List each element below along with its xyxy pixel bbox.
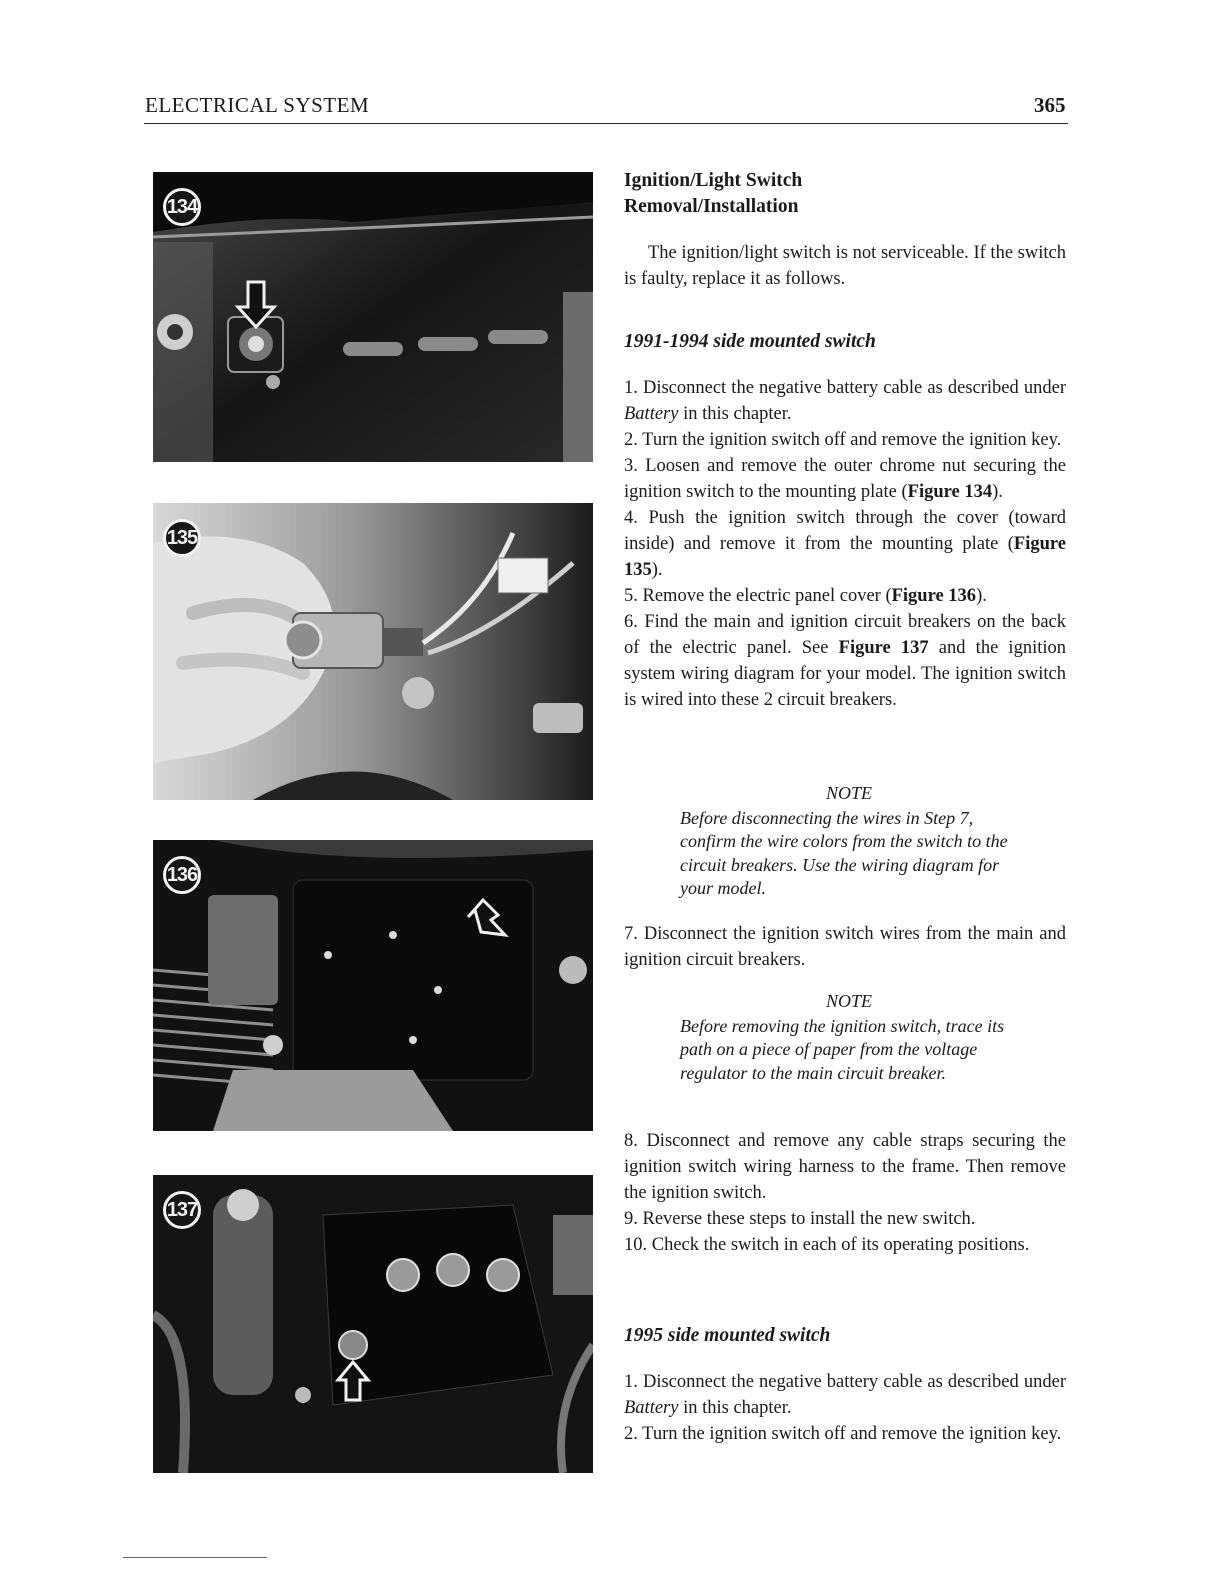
figure-137-badge: 137 bbox=[163, 1191, 201, 1229]
step-item: 2. Turn the ignition switch off and remove the ignition key. bbox=[624, 430, 1062, 450]
figure-134-badge: 134 bbox=[163, 188, 201, 226]
step-item: 2. Turn the ignition switch off and remove the ignition key. bbox=[624, 1424, 1062, 1444]
header-divider bbox=[144, 123, 1068, 124]
note-block-2 bbox=[680, 990, 1018, 1085]
subheading-1995-block bbox=[624, 1323, 1066, 1349]
page-number: 365 bbox=[1034, 93, 1066, 117]
step-item: 7. Disconnect the ignition switch wires from the main and ignition circuit breakers. bbox=[624, 924, 1066, 970]
step-7-block bbox=[624, 921, 1066, 973]
note-text: Before removing the ignition switch, trace its path on a piece of paper from the voltage regulator to the main circuit breaker. bbox=[680, 1015, 1005, 1083]
note-title: NOTE bbox=[825, 783, 872, 803]
step-item: 1. Disconnect the negative battery cable as described under Battery in this chapter. bbox=[624, 378, 1066, 424]
step-item: 3. Loosen and remove the outer chrome nut securing the ignition switch to the mounting plate (Figure 134). bbox=[624, 456, 1066, 502]
subheading-1991-block bbox=[624, 329, 1066, 355]
running-header-title: ELECTRICAL SYSTEM bbox=[145, 93, 370, 117]
figure-134-illustration bbox=[153, 172, 593, 462]
intro-paragraph-block bbox=[624, 240, 1066, 292]
figure-134-photo bbox=[153, 172, 593, 462]
note-block-1 bbox=[680, 782, 1018, 901]
figure-136-photo bbox=[153, 840, 593, 1131]
steps-1995-list bbox=[624, 1369, 1066, 1447]
figure-135-badge: 135 bbox=[163, 519, 201, 557]
section-title-line1: Ignition/Light Switch bbox=[624, 170, 803, 191]
step-item: 8. Disconnect and remove any cable straps securing the ignition switch wiring harness to the frame. Then remove the ignition switch. bbox=[624, 1131, 1066, 1203]
step-item: 6. Find the main and ignition circuit breakers on the back of the electric panel. See Figure 137 and the ignition system wiring diagram for your model. The ignition switch is wired into these 2 circuit breakers. bbox=[624, 612, 1066, 710]
note-title: NOTE bbox=[825, 991, 872, 1011]
step-item: 5. Remove the electric panel cover (Figure 136). bbox=[624, 586, 987, 606]
step-item: 4. Push the ignition switch through the cover (toward inside) and remove it from the mounting plate (Figure 135). bbox=[624, 508, 1066, 580]
figure-136-badge: 136 bbox=[163, 856, 201, 894]
figure-135-photo bbox=[153, 503, 593, 800]
step-item: 9. Reverse these steps to install the new switch. bbox=[624, 1209, 976, 1229]
step-item: 1. Disconnect the negative battery cable as described under Battery in this chapter. bbox=[624, 1372, 1066, 1418]
intro-paragraph: The ignition/light switch is not serviceable. If the switch is faulty, replace it as follows. bbox=[624, 243, 1066, 289]
figure-135-illustration bbox=[153, 503, 593, 800]
figure-137-illustration bbox=[153, 1175, 593, 1473]
figure-137-photo bbox=[153, 1175, 593, 1473]
subheading-1991-1994: 1991-1994 side mounted switch bbox=[624, 331, 876, 352]
section-heading bbox=[624, 168, 1066, 220]
steps-1991-list bbox=[624, 375, 1066, 713]
note-text: Before disconnecting the wires in Step 7, confirm the wire colors from the switch to the circuit breakers. Use the wiring diagram for your model. bbox=[680, 807, 1008, 898]
steps-continued-list bbox=[624, 1128, 1066, 1258]
footer-rule bbox=[123, 1557, 267, 1558]
step-item: 10. Check the switch in each of its operating positions. bbox=[624, 1235, 1030, 1255]
subheading-1995: 1995 side mounted switch bbox=[624, 1325, 831, 1346]
section-title-line2: Removal/Installation bbox=[624, 196, 799, 217]
figure-136-illustration bbox=[153, 840, 593, 1131]
